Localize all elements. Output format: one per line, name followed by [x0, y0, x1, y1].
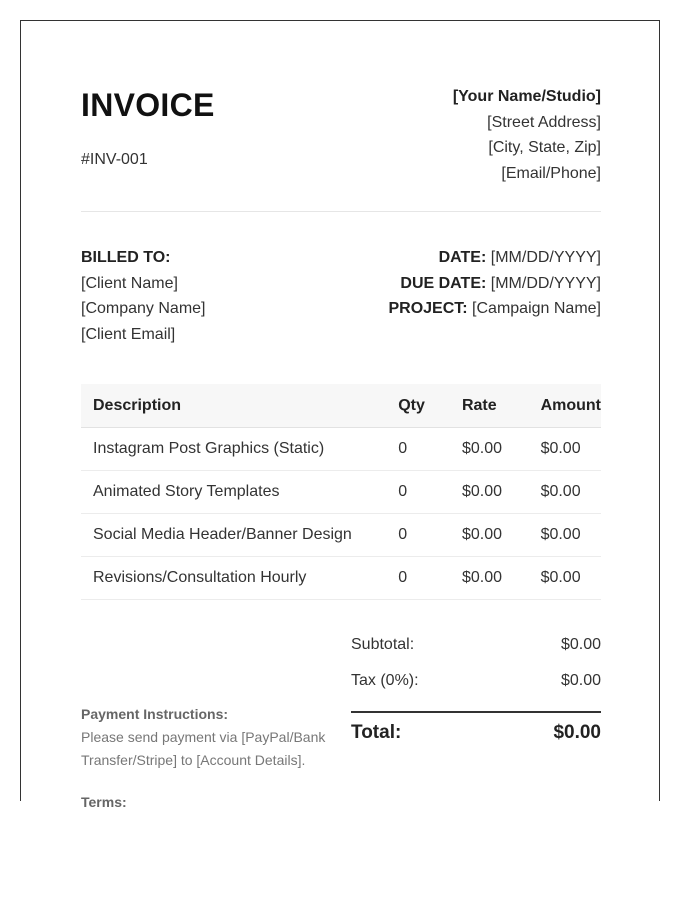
- header-description: Description: [81, 384, 386, 428]
- line-items-table: [81, 384, 601, 600]
- billed-to-block: [81, 245, 206, 347]
- client-email: [Client Email]: [81, 325, 176, 343]
- invoice-number: #INV-001: [81, 151, 148, 168]
- item-amount: $0.00: [529, 514, 601, 557]
- payment-heading: Payment Instructions:: [81, 706, 229, 722]
- invoice-sheet: [20, 20, 660, 810]
- invoice-title: INVOICE: [81, 87, 215, 123]
- sender-name: [Your Name/Studio]: [452, 88, 601, 105]
- total-value: $0.00: [553, 722, 601, 743]
- table-row: [81, 514, 601, 557]
- sender-contact: [Email/Phone]: [501, 164, 601, 182]
- item-qty: 0: [386, 428, 450, 471]
- item-description: Animated Story Templates: [81, 471, 386, 514]
- subtotal-label: Subtotal:: [351, 636, 415, 653]
- payment-instructions: [81, 703, 351, 772]
- item-amount: $0.00: [529, 471, 601, 514]
- project-line: [388, 296, 601, 322]
- payment-text-line-1: Please send payment via [PayPal/Bank: [81, 729, 326, 745]
- total-label: Total:: [351, 722, 402, 743]
- table-row: [81, 557, 601, 600]
- item-rate: $0.00: [450, 557, 529, 600]
- tax-row: [351, 672, 601, 708]
- table-header-row: [81, 384, 601, 428]
- project-value: [Campaign Name]: [472, 300, 601, 317]
- item-amount: $0.00: [529, 428, 601, 471]
- payment-text-line-2: Transfer/Stripe] to [Account Details].: [81, 752, 306, 768]
- item-rate: $0.00: [450, 514, 529, 557]
- item-amount: $0.00: [529, 557, 601, 600]
- date-line: [388, 245, 601, 271]
- due-date-label: DUE DATE:: [400, 274, 487, 292]
- subtotal-value: $0.00: [560, 636, 601, 653]
- project-label: PROJECT:: [388, 300, 468, 317]
- invoice-meta-block: [388, 245, 601, 322]
- header-qty: Qty: [386, 384, 450, 428]
- totals-block: [351, 636, 601, 743]
- item-qty: 0: [386, 471, 450, 514]
- subtotal-row: [351, 636, 601, 672]
- total-divider: [351, 711, 601, 713]
- item-rate: $0.00: [450, 471, 529, 514]
- date-value: [MM/DD/YYYY]: [490, 249, 601, 266]
- sender-city: [City, State, Zip]: [488, 139, 601, 156]
- terms-heading: Terms:: [81, 794, 127, 810]
- item-rate: $0.00: [450, 428, 529, 471]
- item-qty: 0: [386, 557, 450, 600]
- table-row: [81, 428, 601, 471]
- client-name: [Client Name]: [81, 274, 178, 292]
- table-row: [81, 471, 601, 514]
- company-name: [Company Name]: [81, 300, 206, 317]
- item-description: Social Media Header/Banner Design: [81, 514, 386, 557]
- item-description: Revisions/Consultation Hourly: [81, 557, 386, 600]
- header-amount: Amount: [529, 384, 601, 428]
- date-label: DATE:: [438, 249, 487, 266]
- tax-label: Tax (0%):: [351, 672, 419, 689]
- item-description: Instagram Post Graphics (Static): [81, 428, 386, 471]
- header-rate: Rate: [450, 384, 529, 428]
- sender-street: [Street Address]: [487, 113, 601, 131]
- due-date-line: [388, 271, 601, 297]
- billed-to-label: BILLED TO:: [81, 249, 171, 266]
- item-qty: 0: [386, 514, 450, 557]
- due-date-value: [MM/DD/YYYY]: [490, 274, 601, 292]
- sender-block: [453, 84, 601, 186]
- header-divider: [81, 211, 601, 212]
- tax-value: $0.00: [560, 672, 601, 689]
